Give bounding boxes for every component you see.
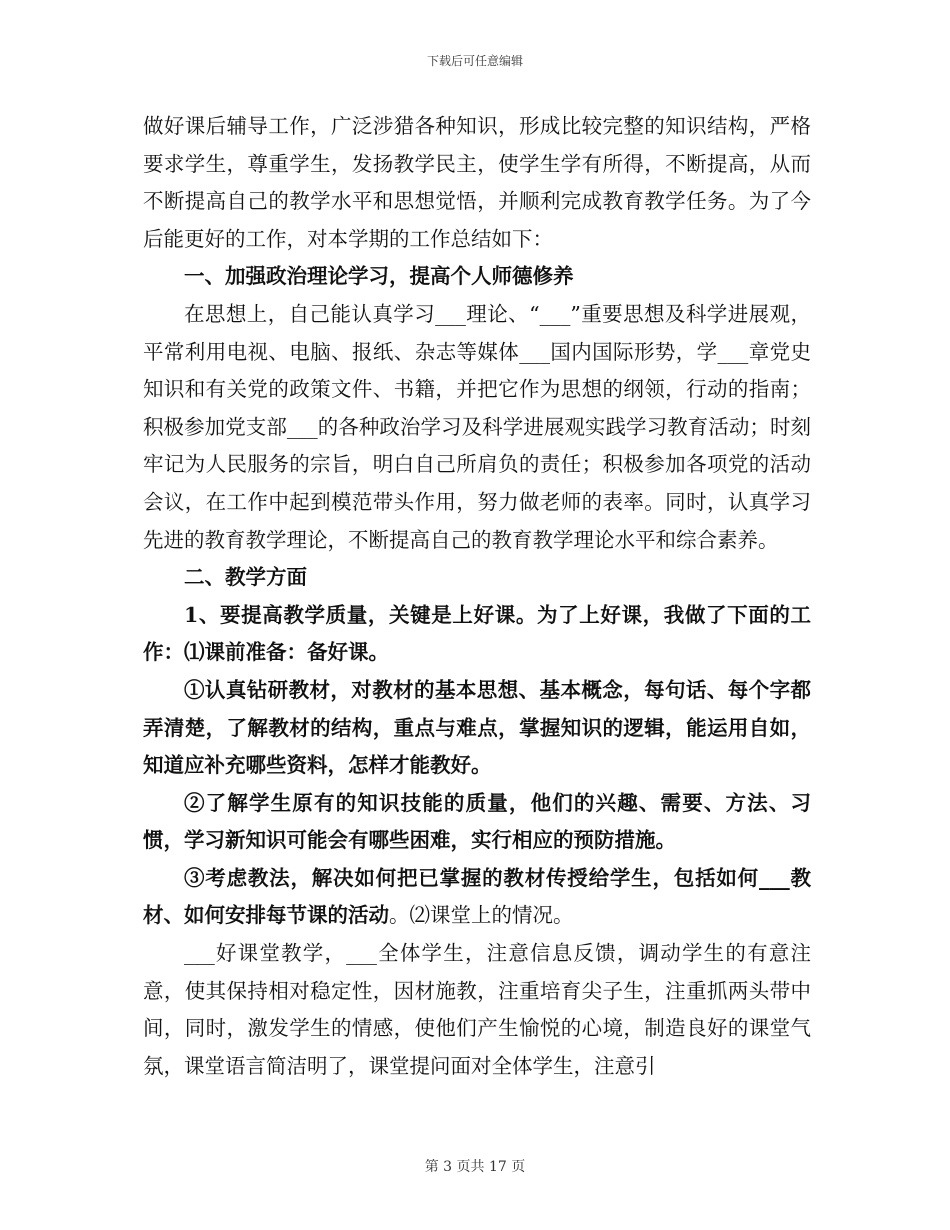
teaching-point-1: 1、要提高教学质量，关键是上好课。为了上好课，我做了下面的工作：⑴课前准备：备好课。 [143, 602, 811, 665]
page-footer: 第 3 页共 17 页 [424, 1159, 526, 1175]
teaching-item-2: ②了解学生原有的知识技能的质量，他们的兴趣、需要、方法、习惯，学习新知识可能会有哪些困难，实行相应的预防措施。 [143, 790, 811, 853]
page-header: 下载后可任意编辑 [426, 54, 523, 68]
section-heading-politics: 一、加强政治理论学习，提高个人师德修养 [184, 264, 574, 289]
teaching-item-1: ①认真钻研教材，对教材的基本思想、基本概念，每句话、每个字都弄清楚，了解教材的结构，重点与难点，掌握知识的逻辑，能运用自如，知道应补充哪些资料，怎样才能教好。 [143, 677, 811, 778]
classroom-paragraph: ___好课堂教学，___全体学生，注意信息反馈，调动学生的有意注意，使其保持相对稳定性，因材施教，注重培育尖子生，注重抓两头带中间，同时，激发学生的情感，使他们产生愉悦的心境，制造良好的课堂气氛，课堂语言简洁明了，课堂提问面对全体学生，注意引 [143, 941, 811, 1078]
teaching-item-3-bold: ③考虑教法，解决如何把已掌握的教材传授给学生，包括如何___教材、如何安排每节课的活动 [143, 865, 811, 928]
teaching-item-3-tail: 。⑵课堂上的情况。 [389, 903, 574, 928]
intro-paragraph: 做好课后辅导工作，广泛涉猎各种知识，形成比较完整的知识结构，严格要求学生，尊重学生，发扬教学民主，使学生学有所得，不断提高，从而不断提高自己的教学水平和思想觉悟，并顺利完成教育教学任务。为了今后能更好的工作，对本学期的工作总结如下： [143, 114, 811, 251]
teaching-item-3 [143, 860, 811, 935]
section-heading-teaching: 二、教学方面 [184, 565, 307, 590]
politics-paragraph: 在思想上，自己能认真学习___理论、“___”重要思想及科学进展观，平常利用电视、电脑、报纸、杂志等媒体___国内国际形势，学___章党史知识和有关党的政策文件、书籍，并把它作为思想的纲领，行动的指南；积极参加党支部___的各种政治学习及科学进展观实践学习教育活动；时刻牢记为人民服务的宗旨，明白自己所肩负的责任；积极参加各项党的活动会议，在工作中起到模范带头作用，努力做老师的表率。同时，认真学习先进的教育教学理论，不断提高自己的教育教学理论水平和综合素养。 [143, 301, 811, 552]
document-body [143, 108, 811, 1085]
